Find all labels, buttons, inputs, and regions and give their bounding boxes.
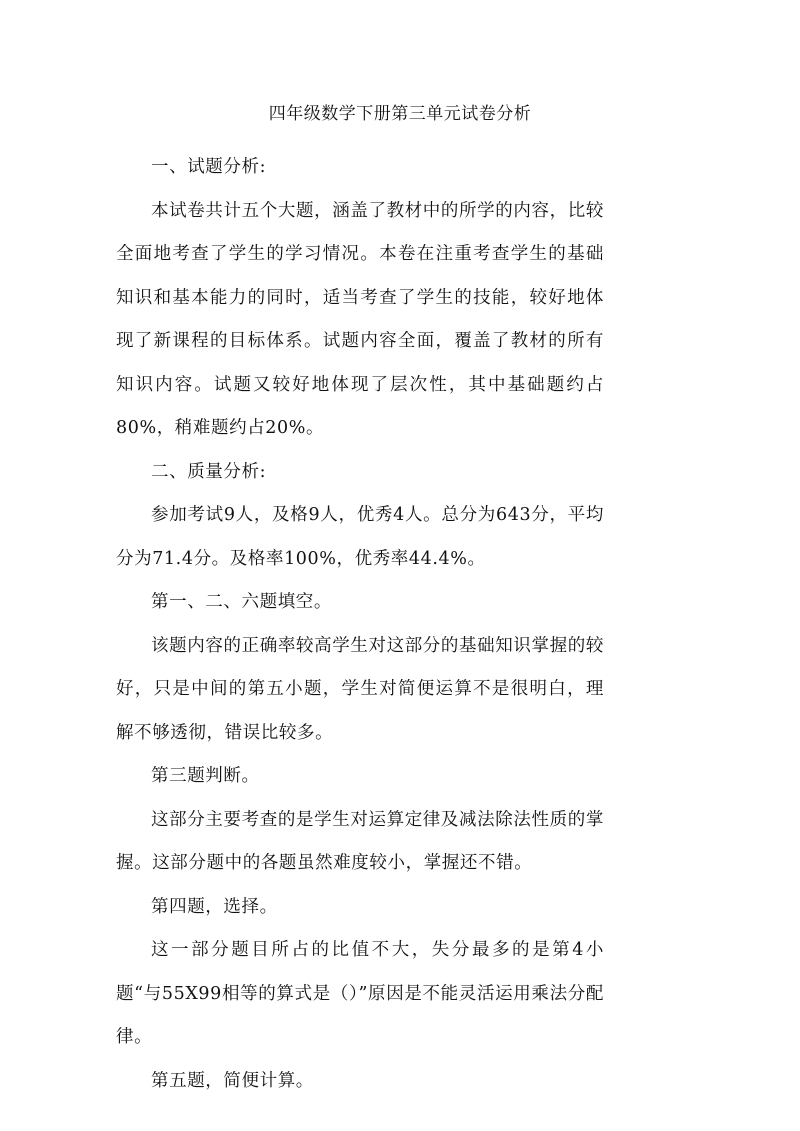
section-heading-question-analysis: 一、试题分析:	[151, 157, 267, 177]
subheading-simple-calculation: 第五题，简便计算。	[151, 1070, 314, 1091]
section-heading-quality-analysis: 二、质量分析:	[151, 461, 267, 482]
paragraph-fill-in-blank: 该题内容的正确率较高学生对这部分的基础知识掌握的较好，只是中间的第五小题，学生对简便运算不是很明白，理解不够透彻，错误比较多。	[116, 635, 604, 743]
document-body	[116, 146, 604, 1103]
paragraph-score-summary: 参加考试9人，及格9人，优秀4人。总分为643分，平均分为71.4分。及格率100%，优秀率44.4%。	[116, 505, 604, 569]
subheading-multiple-choice: 第四题，选择。	[151, 896, 278, 917]
subheading-true-false: 第三题判断。	[151, 766, 260, 786]
document-title: 四年级数学下册第三单元试卷分析	[268, 104, 532, 124]
paragraph-question-analysis: 本试卷共计五个大题，涵盖了教材中的所学的内容，比较全面地考查了学生的学习情况。本卷在注重考查学生的基础知识和基本能力的同时，适当考查了学生的技能，较好地体现了新课程的目标体系。试题内容全面，覆盖了教材的所有知识内容。试题又较好地体现了层次性，其中基础题约占80%，稍难题约占20%。	[116, 200, 604, 438]
paragraph-true-false: 这部分主要考查的是学生对运算定律及减法除法性质的掌握。这部分题中的各题虽然难度较小，掌握还不错。	[116, 809, 604, 873]
paragraph-multiple-choice: 这一部分题目所占的比值不大，失分最多的是第4小题“与55X99相等的算式是（）”原因是不能灵活运用乘法分配律。	[116, 940, 604, 1047]
subheading-fill-in-blank: 第一、二、六题填空。	[151, 592, 332, 612]
